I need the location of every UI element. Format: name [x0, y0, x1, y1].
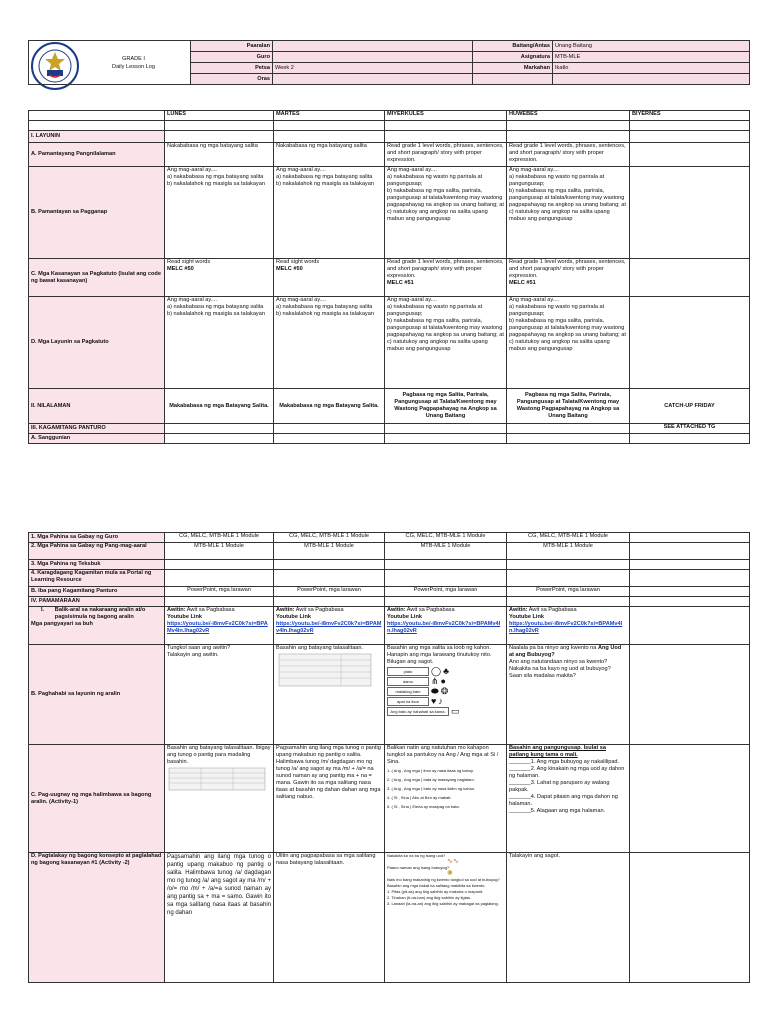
pagtalakay-label: D. Pagtalakay ng bagong konsepto at paglalahad ng bagong kasanayan #1 (Activity -2) — [29, 853, 165, 983]
awitin-text: Awit sa Pagbabasa — [528, 607, 577, 613]
youtube-link[interactable]: https://youtu.be/-i8mvFv2C0k?si=BPAMv4In.lhag02vR — [509, 621, 623, 634]
cell-text: Talakayin ang sagot. — [507, 853, 630, 983]
day-header: MIYERKULES — [385, 111, 507, 121]
cell-text: PowerPoint, mga larawan — [385, 587, 507, 597]
guro-value[interactable] — [273, 52, 473, 63]
header-table — [28, 40, 750, 85]
cell-text: CG, MELC, MTB-MLE 1 Module — [507, 533, 630, 543]
balik-number: I. — [41, 607, 45, 613]
guro-label: Guro — [191, 52, 273, 63]
cell-text: Ang mag-aaral ay.... a) nakababasa ng wasto ng parirala at pangungusap; b) nakababasa ng mga salita, parirala, pangungusap at talata/kwentong may wastong pagpapahayag na angkop sa unang baitang; at c) natutukoy ang angkop na salita upang mabuo ang pangungusap — [507, 167, 630, 259]
youtube-link[interactable]: https://youtu.be/-i8mvFv2C0k?si=BPAMv4In.lhag02vR — [387, 621, 501, 634]
cell-text: PowerPoint, mga larawan — [507, 587, 630, 597]
youtube-link[interactable]: https://youtu.be/-i8mvFv2C0k?si=BPAMv4In.lhag02vR — [276, 621, 382, 634]
plate-icon: ◯ — [431, 666, 442, 676]
cell-text: Read sight words — [167, 259, 211, 265]
word-box: Ang bato ay nahahati sa kama. — [387, 707, 449, 716]
cell-text: Pagsamahin ang ilang mga tunog o pantig upang makabuo ng pantig o salita. Halimbawa tunog /m/ dagdagan mo ng tunog /a/ ang sagot ay ma /m/ + /a/= na sunod naman ay ang pantig ma + na = mana. Gawin ito sa mga salitang nasa itaas at basahin ng dahan dahan ang mga salitang nabuo. — [274, 745, 385, 853]
day-header: LUNES — [165, 111, 274, 121]
youtube-link[interactable]: https://youtu.be/-i8mvFv2C0k?si=BPAMv4In.lhag02vR — [167, 621, 268, 634]
cell-text: MTB-MLE 1 Module — [165, 543, 274, 560]
paaralan-label: Paaralan — [191, 41, 273, 52]
cell-text: Ang mag-aaral ay.... a) nakababasa ng mga batayang salita b) nakalalahok ng masigla sa talakayan — [165, 167, 274, 259]
oras-value[interactable] — [273, 74, 473, 85]
worm-icon: ∿∿ — [447, 858, 459, 865]
bird-icon: ♥ — [431, 696, 437, 706]
see-attached-tg: SEE ATTACHED TG — [630, 424, 750, 434]
cell-text: Ulitin ang pagpapabasa sa mga salitang nasa batayang talasalitaan. — [274, 853, 385, 983]
melc-code: MELC #50 — [276, 266, 303, 272]
story-line: 3. Lanaan (la-na-an) ang ibig sabihin ay mabagal na paglaking. — [387, 901, 499, 906]
petsa-value[interactable]: Week 2 — [273, 63, 473, 74]
word-box: damo — [387, 677, 429, 686]
asignatura-label: Asignatura — [473, 52, 553, 63]
karagdagang-label: 4. Karagdagang Kagamitan mula sa Portal ng Learning Resource — [29, 570, 165, 587]
cell-text: Ang mag-aaral ay.... a) nakababasa ng mga batayang salita b) nakalalahok ng masigla sa talakayan — [165, 297, 274, 389]
cell-text: Ang mag-aaral ay.... a) nakababasa ng wasto ng parirala at pangungusap; b) nakababasa ng mga salita, parirala, pangungusap at talata/kwentong may wastong pagpapahayag na angkop sa unang baitang; at c) natutukoy ang angkop na salita upang mabuo ang pangungusap — [385, 167, 507, 259]
nilalaman-label: II. NILALAMAN — [29, 389, 165, 424]
youtube-label: Youtube Link — [509, 614, 545, 620]
cell-text: Ang mag-aaral ay.... a) nakababasa ng mga batayang salita b) nakalalahok ng masigla sa talakayan — [274, 297, 385, 389]
cell-text: Basahin ang batayang talasalitaan. — [276, 645, 364, 651]
petsa-label: Petsa — [191, 63, 273, 74]
markahan-label: Markahan — [473, 63, 553, 74]
birds-icon: ♪ — [438, 696, 443, 706]
baitang-value[interactable]: Unang Baitang — [553, 41, 750, 52]
bed-icon: ▭ — [451, 706, 460, 716]
sanggunian-label: A. Sanggunian — [29, 434, 165, 444]
catchup-friday: CATCH-UP FRIDAY — [630, 389, 750, 424]
youtube-label: Youtube Link — [167, 614, 203, 620]
cell-text: PowerPoint, mga larawan — [165, 587, 274, 597]
cell-text: Read grade 1 level words, phrases, sentences, and short paragraph/ story with proper expression. — [507, 143, 630, 167]
objectives-table — [28, 110, 750, 444]
cell-text: _______1. Ang mga bubuyog ay nakalilipad. _______2. Ang kinakain ng mga uod ay dahon ng halaman. _______3. Lahat ng paruparo ay walang pakpak. _______4. Dapat pitasin ang mga dahon ng halaman. _______5. Alagaan ang mga halaman. — [509, 759, 625, 814]
cell-text: MTB-MLE 1 Module — [385, 543, 507, 560]
youtube-label: Youtube Link — [387, 614, 423, 620]
word-box: plato — [387, 667, 429, 676]
pagganap-label: B. Pamantayan sa Pagganap — [29, 167, 165, 259]
oras-label: Oras — [191, 74, 273, 85]
cell-text: Makababasa ng mga Batayang Salita. — [274, 389, 385, 424]
cell-text: MTB-MLE 1 Module — [507, 543, 630, 560]
markahan-value[interactable]: Ikatlo — [553, 63, 750, 74]
cell-text: Read grade 1 level words, phrases, sentences, and short paragraph/ story with proper expression. — [387, 259, 504, 279]
balik-text: Balik-aral sa nakaraang aralin at/o pagsisimula ng bagong aralin — [54, 607, 146, 620]
grass-icon: ⋔ — [431, 676, 439, 686]
cell-text: Basahin ang batayang talasalitaan. Ibigay ang tunog o pantig para madaling basahin. — [167, 745, 271, 765]
layunin-pag-label: D. Mga Layunin sa Pagkatuto — [29, 297, 165, 389]
melc-code: MELC #51 — [509, 280, 536, 286]
cell-text: PowerPoint, mga larawan — [274, 587, 385, 597]
grade-title-cell — [29, 41, 191, 85]
cell-text: Ang mag-aaral ay.... a) nakababasa ng wasto ng parirala at pangungusap; b) nakababasa ng mga salita, parirala, pangungusap at talata/kwentong may wastong pagpapahayag na angkop sa unang baitang; at c) natutukoy ang angkop na salita upang mabuo ang pangungusap — [507, 297, 630, 389]
youtube-label: Youtube Link — [276, 614, 312, 620]
corner-cell — [29, 111, 165, 121]
exercise-item: 4. ( Si , Sina ) Abu at Ben ay mabait. — [387, 795, 452, 800]
cell-text: Ano ang natutandaan ninyo sa kwento? Nakakita na ba kayo ng uod at bubuyog? Saan sila madalas makita? — [509, 659, 611, 679]
cell-text: MTB-MLE 1 Module — [274, 543, 385, 560]
cell-text: Pagbasa ng mga Salita, Parirala, Pangungusap at Talata/Kwentong may Wastong Pagpapahayag na Angkop sa Unang Baitang — [385, 389, 507, 424]
balik-aral-label — [29, 607, 165, 645]
exercise-item: 3. ( Ang , Ang mga ) bato ay nasa ilalim ng kahon. — [387, 786, 476, 791]
awitin-text: Awit sa Pagbabasa — [295, 607, 344, 613]
baitang-label: Baitang/Antas — [473, 41, 553, 52]
cell-text: Ang mag-aaral ay.... a) nakababasa ng mga batayang salita b) nakalalahok ng masigla sa talakayan — [274, 167, 385, 259]
paghahabi-label: B. Paghahabi sa layunin ng aralin — [29, 645, 165, 745]
cell-text: CG, MELC, MTB-MLE 1 Module — [385, 533, 507, 543]
awitin-label: Awitin: — [387, 607, 406, 613]
empty-cell — [473, 74, 553, 85]
exercise-item: 1. ( Ang , Ang mga ) ibon ay nasa itaas ng kahoy. — [387, 768, 474, 773]
gabay-guro-label: 1. Mga Pahina sa Gabay ng Guro — [29, 533, 165, 543]
cell-text: Basahin ang mga salita sa loob ng kahon. Hanapin ang mga larawang tinutukoy nito. Bilugan ang sagot. — [387, 645, 492, 665]
word-box: malaking bato — [387, 687, 429, 696]
word-table-image — [276, 652, 376, 688]
pamamaraan-label: IV. PAMAMARAAN — [29, 597, 165, 607]
iba-pa-label: B. Iba pang Kagamitang Panturo — [29, 587, 165, 597]
tree-icon: ♣ — [443, 666, 449, 676]
story-line: Nakakita ka na ba ng isang uod? — [387, 853, 446, 858]
cell-text: Balikan natin ang natutuhan mo kahapon tungkol sa pantukoy na Ang / Ang mga at Si / Sina. — [387, 745, 499, 765]
pangyayari-text: Mga pangyayari sa buh — [31, 621, 93, 627]
instruction-text: Basahin ang pangungusap. Isulat sa patlang kung tama o mali. — [509, 745, 606, 758]
asignatura-value[interactable]: MTB-MLE — [553, 52, 750, 63]
exercise-item: 5. ( Si , Sina ) Elena ay masipag na bata. — [387, 804, 460, 809]
cell-text: Nakababasa ng mga batayang salita — [165, 143, 274, 167]
cell-text: Makababasa ng mga Batayang Salita. — [165, 389, 274, 424]
story-line: Basahin ang mga bakat na salitang makikita sa kwento. — [387, 883, 486, 888]
empty-cell — [553, 74, 750, 85]
grade-label: GRADE I — [121, 55, 145, 62]
paaralan-value[interactable] — [273, 41, 473, 52]
pag-uugnay-label: C. Pag-uugnay ng mga halimbawa sa bagong aralin. (Activity-1) — [29, 745, 165, 853]
cell-text: Read sight words — [276, 259, 320, 265]
bee-icon: ✺ — [447, 870, 453, 877]
teksbuk-label: 3. Mga Pahina ng Teksbuk — [29, 560, 165, 570]
cell-text: Read grade 1 level words, phrases, sentences, and short paragraph/ story with proper expression. — [509, 259, 626, 279]
rock-icon: ● — [440, 676, 446, 686]
story-line: Paano naman ang isang bubuyog? — [387, 865, 450, 870]
awitin-label: Awitin: — [167, 607, 186, 613]
cell-text: Tungkol saan ang awitin? Talakayin ang awitin. — [165, 645, 274, 745]
stone-icon: ⬬ — [431, 686, 439, 696]
story-line: Nais mo bang makarinig ng kwento tungkol sa uod at bubuyog? — [387, 877, 500, 882]
story-line: 1. Pitas (pit-as) ang ibig sabihin ay makuha o mapunit. — [387, 889, 484, 894]
awitin-text: Awit sa Pagbabasa — [186, 607, 235, 613]
kagamitang-label: III. KAGAMITANG PANTURO — [29, 424, 165, 434]
day-header: MARTES — [274, 111, 385, 121]
cell-text: Naalala pa ba ninyo ang kwento na — [509, 645, 598, 651]
ball-icon: ❂ — [440, 686, 449, 696]
cell-text: Nakababasa ng mga batayang salita — [274, 143, 385, 167]
story-title: Ang Uod at ang Bubuyog? — [509, 645, 622, 658]
word-box: apat na ibon — [387, 697, 429, 706]
story-line: 2. Tinahan (ti-na-han) ang ibig sabihin ay ligtas. — [387, 895, 472, 900]
exercise-item: 2. ( Ang , Ang mga ) bata ay masayang naglalaro. — [387, 777, 475, 782]
pamantayang-label: A. Pamantayang Pangnilalaman — [29, 143, 165, 167]
cell-text: CG, MELC, MTB-MLE 1 Module — [165, 533, 274, 543]
melc-code: MELC #51 — [387, 280, 414, 286]
cell-text: Read grade 1 level words, phrases, sentences, and short paragraph/ story with proper expression. — [385, 143, 507, 167]
cell-text: Pagsamahin ang ilang mga tunog o pantig upang makabuo ng pantig o salita. Halimbawa tunog /a/ dagdagan mo ng tunog /a/ ang sagot ay ma /m/ + /o/= mo /m/ + /a/=a sunod naman ay ang pantig sa + ma = samo. Gawin ito sa mga salitang nasa itaas at basahin ng dahan — [165, 853, 274, 983]
layunin-label: I. LAYUNIN — [29, 131, 165, 143]
syllable-table-image — [167, 766, 267, 792]
kasanayan-label: C. Mga Kasanayan sa Pagkatuto (Isulat ang code ng bawat kasanayan) — [29, 259, 165, 297]
day-header: HUWEBES — [507, 111, 630, 121]
procedure-table — [28, 532, 750, 983]
doc-title: Daily Lesson Log — [112, 63, 155, 70]
melc-code: MELC #50 — [167, 266, 194, 272]
cell-text: Pagbasa ng mga Salita, Parirala, Pangungusap at Talata/Kwentong may Wastong Pagpapahayag na Angkop sa Unang Baitang — [507, 389, 630, 424]
cell-text: Ang mag-aaral ay.... a) nakababasa ng wasto ng parirala at pangungusap; b) nakababasa ng mga salita, parirala, pangungusap at talata/kwentong may wastong pagpapahayag na angkop sa unang baitang; at c) natutukoy ang angkop na salita upang mabuo ang pangungusap — [385, 297, 507, 389]
day-header: BIYERNES — [630, 111, 750, 121]
gabay-mag-label: 2. Mga Pahina sa Gabay ng Pang-mag-aaral — [29, 543, 165, 560]
awitin-label: Awitin: — [509, 607, 528, 613]
cell-text: CG, MELC, MTB-MLE 1 Module — [274, 533, 385, 543]
awitin-text: Awit sa Pagbabasa — [406, 607, 455, 613]
awitin-label: Awitin: — [276, 607, 295, 613]
